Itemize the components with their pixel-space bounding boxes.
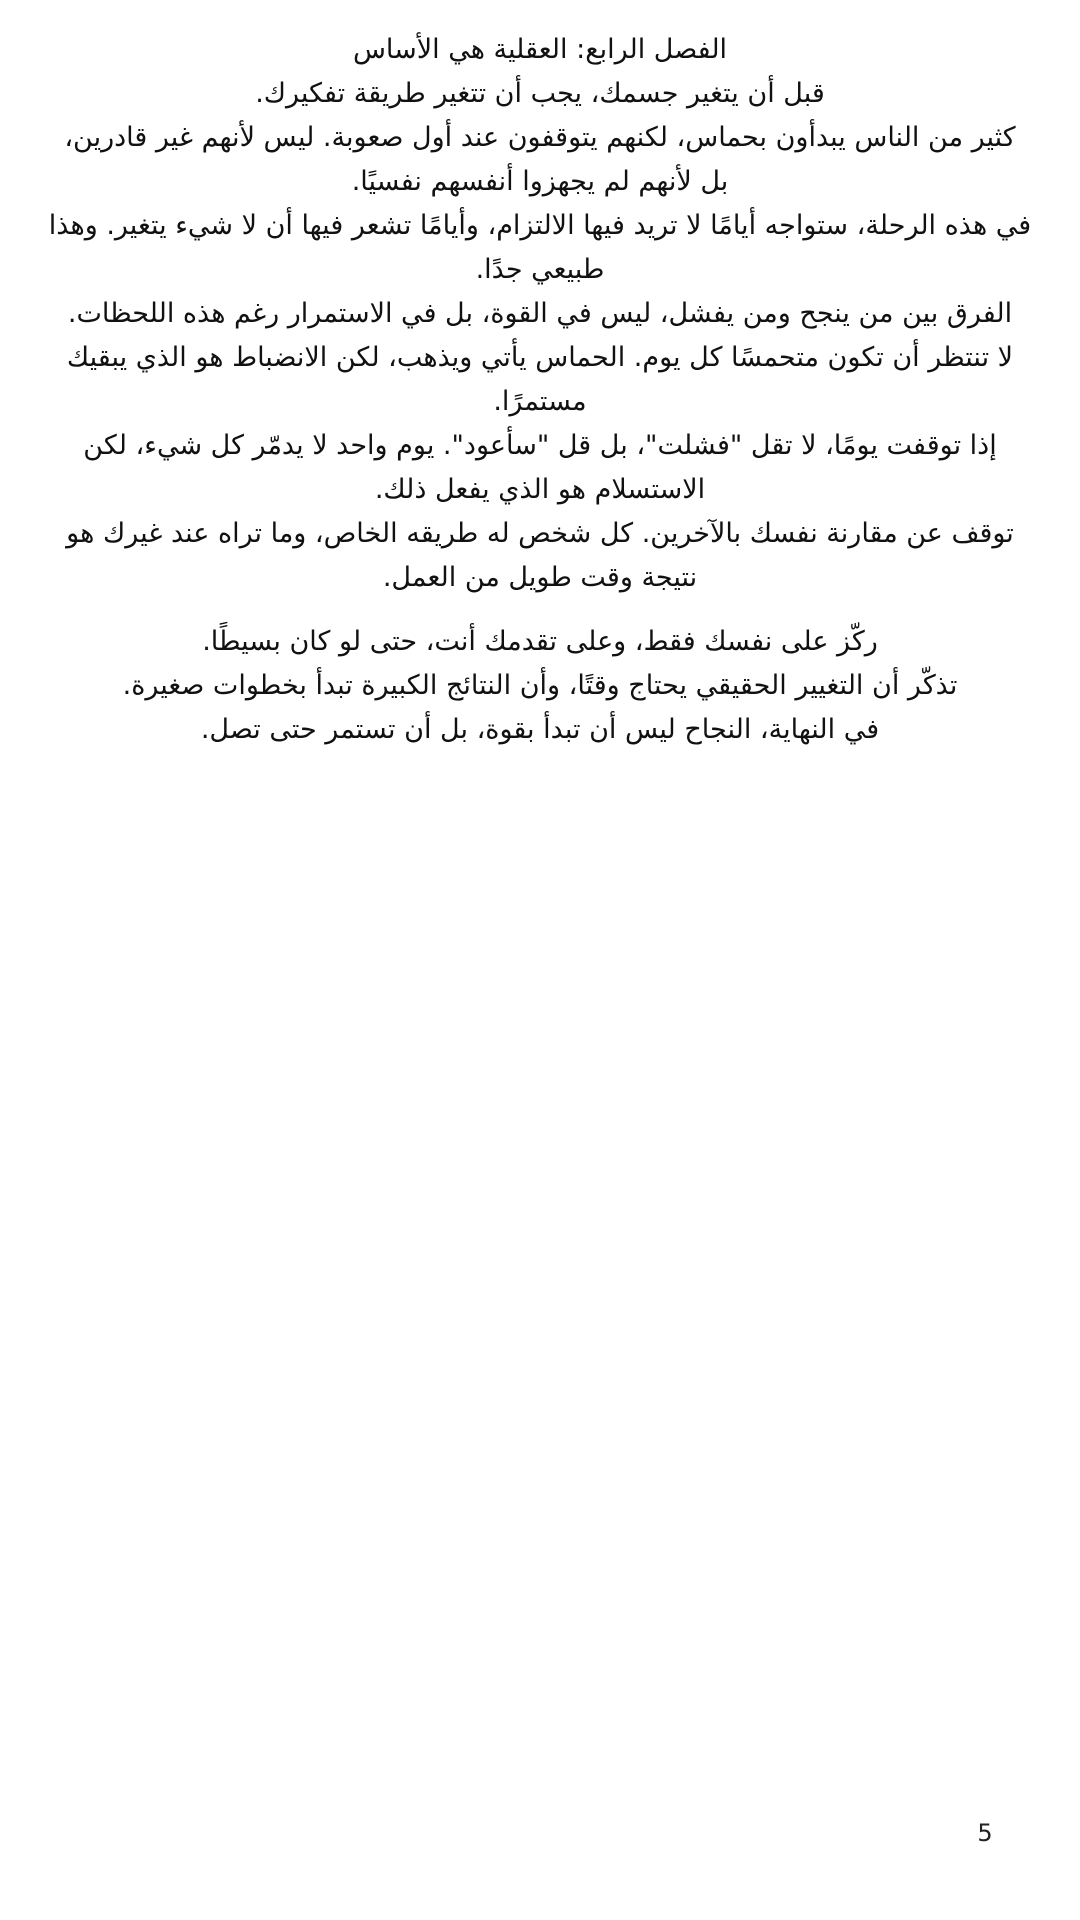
paragraph: إذا توقفت يومًا، لا تقل "فشلت"، بل قل "سأعود". يوم واحد لا يدمّر كل شيء، لكن الاستسلام هو الذي يفعل ذلك. <box>83 430 997 505</box>
document-page <box>40 28 1040 752</box>
chapter-title: الفصل الرابع: العقلية هي الأساس <box>352 34 728 65</box>
page-number: 5 <box>977 1819 993 1847</box>
paragraph: كثير من الناس يبدأون بحماس، لكنهم يتوقفون عند أول صعوبة. ليس لأنهم غير قادرين، بل لأنهم لم يجهزوا أنفسهم نفسيًا. <box>64 122 1016 197</box>
paragraph: توقف عن مقارنة نفسك بالآخرين. كل شخص له طريقه الخاص، وما تراه عند غيرك هو نتيجة وقت طويل من العمل. <box>66 518 1014 593</box>
closing-paragraph: في النهاية، النجاح ليس أن تبدأ بقوة، بل أن تستمر حتى تصل. <box>200 714 880 745</box>
paragraph: الفرق بين من ينجح ومن يفشل، ليس في القوة، بل في الاستمرار رغم هذه اللحظات. <box>67 298 1013 329</box>
paragraph: قبل أن يتغير جسمك، يجب أن تتغير طريقة تفكيرك. <box>255 78 825 109</box>
paragraph: في هذه الرحلة، ستواجه أيامًا لا تريد فيها الالتزام، وأيامًا تشعر فيها أن لا شيء يتغير. وهذا طبيعي جدًا. <box>48 210 1032 285</box>
closing-paragraph: تذكّر أن التغيير الحقيقي يحتاج وقتًا، وأن النتائج الكبيرة تبدأ بخطوات صغيرة. <box>122 670 958 701</box>
closing-paragraph: ركّز على نفسك فقط، وعلى تقدمك أنت، حتى لو كان بسيطًا. <box>202 626 878 657</box>
paragraph: لا تنتظر أن تكون متحمسًا كل يوم. الحماس يأتي ويذهب، لكن الانضباط هو الذي يبقيك مستمرًا. <box>66 342 1014 417</box>
